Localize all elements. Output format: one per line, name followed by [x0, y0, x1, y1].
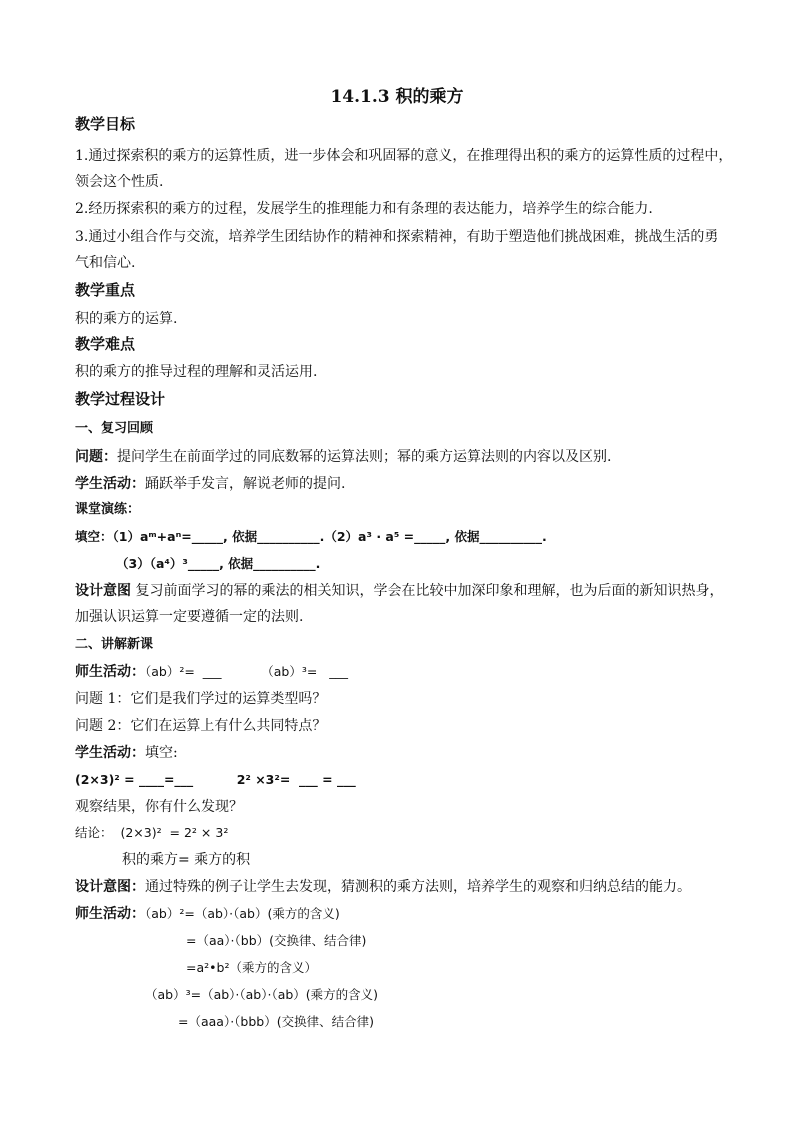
- goals-heading: 教学目标: [75, 115, 136, 133]
- derivation-line-2: =（aa）·（bb）(交换律、结合律): [186, 933, 367, 948]
- fill-blank-line-2: （3）（a⁴）³_____, 依据__________.: [116, 556, 321, 571]
- question-1: 问题 1：它们是我们学过的运算类型吗？: [75, 691, 327, 707]
- derivation-line-1: （ab）²=（ab）·（ab）(乘方的含义): [145, 906, 340, 921]
- review-heading: 一、复习回顾: [75, 421, 154, 436]
- fill-blank-line-1: 填空：（1）aᵐ+aⁿ=_____, 依据__________.（2）a³ · a⁵ =_____, 依据__________.: [75, 529, 547, 544]
- review-question: [75, 447, 611, 467]
- review-activity-label: 学生活动：: [75, 476, 145, 492]
- newlesson-activity-text: （ab）²= ___ （ab）³= ___: [145, 664, 349, 679]
- conclusion-rule: 积的乘方= 乘方的积: [122, 852, 251, 868]
- newlesson-design-intent: [75, 877, 691, 897]
- question-2: 问题 2：它们在运算上有什么共同特点？: [75, 718, 327, 734]
- review-design-label: 设计意图: [75, 583, 131, 599]
- derivation-line-5: =（aaa）·（bbb）(交换律、结合律): [178, 1014, 374, 1029]
- page-title: 14.1.3 积的乘方: [330, 87, 464, 107]
- review-activity: [75, 474, 345, 494]
- goal-item-3b: 气和信心.: [75, 255, 136, 271]
- key-heading: 教学重点: [75, 281, 136, 299]
- conclusion-line: 结论： (2×3)² = 2² × 3²: [75, 825, 229, 840]
- drill-label: 课堂演练：: [75, 502, 141, 517]
- goal-item-1a: 1.通过探索积的乘方的运算性质，进一步体会和巩固幂的意义，在推理得出积的乘方的运算性质的过程中，: [75, 148, 733, 164]
- key-text: 积的乘方的运算.: [75, 311, 178, 327]
- calc-line: (2×3)² = ____=___ 2² ×3²= ___ = ___: [75, 772, 356, 787]
- derivation-line-4: （ab）³=（ab）·（ab）·（ab）(乘方的含义): [145, 987, 379, 1002]
- process-heading: 教学过程设计: [75, 390, 166, 408]
- review-design-text: 复习前面学习的幂的乘法的相关知识，学会在比较中加深印象和理解，也为后面的新知识热身，: [131, 583, 724, 599]
- review-design-intent: [75, 581, 723, 601]
- newlesson-activity: [75, 662, 348, 682]
- newlesson-activity-label: 师生活动：: [75, 664, 145, 680]
- derivation-line-3: =a²•b²（乘方的含义）: [186, 960, 317, 975]
- student-activity: [75, 743, 178, 763]
- difficulty-heading: 教学难点: [75, 335, 136, 353]
- goal-item-3a: 3.通过小组合作与交流，培养学生团结协作的精神和探索精神，有助于塑造他们挑战困难，挑战生活的勇: [75, 229, 719, 245]
- observe-line: 观察结果，你有什么发现？: [75, 799, 243, 815]
- goal-item-1b: 领会这个性质.: [75, 174, 164, 190]
- newlesson-design-text: 通过特殊的例子让学生去发现，猜测积的乘方法则，培养学生的观察和归纳总结的能力。: [145, 879, 691, 895]
- review-design-text-2: 加强认识运算一定要遵循一定的法则.: [75, 609, 304, 625]
- student-activity-label: 学生活动：: [75, 745, 145, 761]
- difficulty-text: 积的乘方的推导过程的理解和灵活运用.: [75, 364, 318, 380]
- review-question-text: 提问学生在前面学过的同底数幂的运算法则；幂的乘方运算法则的内容以及区别.: [117, 449, 612, 465]
- newlesson-design-label: 设计意图：: [75, 879, 145, 895]
- newlesson-heading: 二、讲解新课: [75, 637, 154, 652]
- student-activity-text: 填空:: [145, 745, 178, 761]
- derivation-activity-label: 师生活动：: [75, 906, 145, 922]
- goal-item-2: 2.经历探索积的乘方的过程，发展学生的推理能力和有条理的表达能力，培养学生的综合能力.: [75, 201, 653, 217]
- derivation-activity: [75, 904, 340, 924]
- review-question-label: 问题：: [75, 449, 117, 465]
- review-activity-text: 踊跃举手发言，解说老师的提问.: [145, 476, 346, 492]
